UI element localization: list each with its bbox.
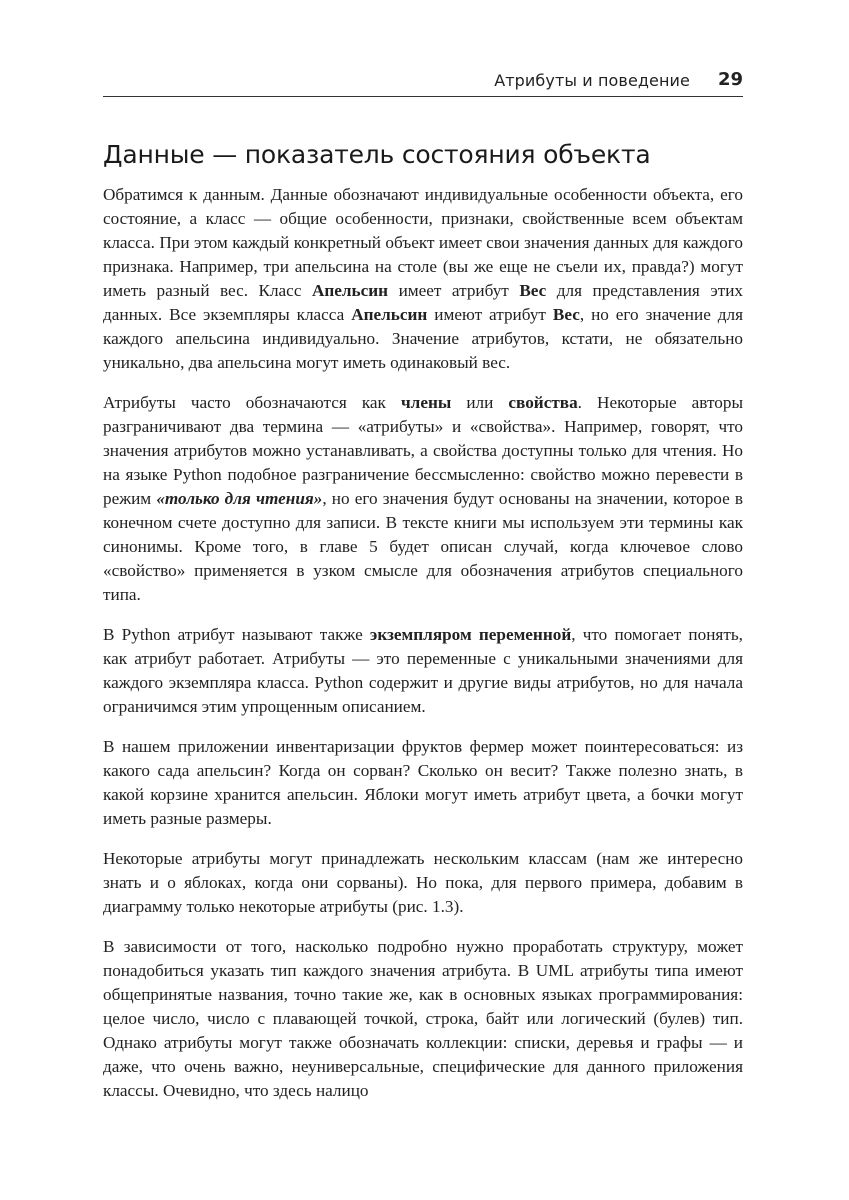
page-number: 29 [717, 69, 743, 90]
text-run: или [451, 393, 509, 412]
bold-term: свойства [508, 393, 578, 412]
paragraph-4: В нашем приложении инвентаризации фруктов фермер может поинтересоваться: из какого сада апельсин? Когда он сорван? Сколько он весит? Также полезно знать, в какой корзине хранится апельсин. Яблоки могут иметь атрибут цвета, а бочки могут иметь разные размеры. [103, 737, 743, 828]
bold-term: члены [400, 393, 452, 412]
text-run: имеет атрибут [388, 281, 520, 300]
text-run: , но его значения будут основаны на значении, которое в конечном счете доступно для записи. В тексте книги мы используем эти термины как синонимы. Кроме того, в главе 5 будет описан случай, когда ключевое слово «свойство» применяется в узком смысле для обозначения атрибутов специального типа. [103, 489, 743, 604]
paragraph-6: В зависимости от того, насколько подробно нужно проработать структуру, может понадобиться указать тип каждого значения атрибута. В UML атрибуты типа имеют общепринятые названия, точно такие же, как в основных языках программирования: целое число, число с плавающей точкой, строка, байт или логический (булев) тип. Однако атрибуты могут также обозначать коллекции: списки, деревья и графы — и даже, что очень важно, неуниверсальные, специфические для данного приложения классы. Очевидно, что здесь налицо [103, 937, 743, 1100]
italic-term: «только для чтения» [156, 489, 323, 508]
text-run: имеют атрибут [427, 305, 553, 324]
text-run: Обратимся к данным. Данные обозначают индивидуальные особенности объекта, его состояние, а класс — общие особенности, признаки, свойственные всем объектам класса. При этом каждый конкретный объект имеет свои значения данных для каждого признака. Например, три апельсина на столе (вы же еще не съели их, правда?) могут иметь разный вес. Класс [103, 185, 743, 300]
text-run: , что помогает понять, как атрибут работает. Атрибуты — это переменные с уникальными значениями для каждого экземпляра класса. Python содержит и другие виды атрибутов, но для начала ограничимся этим упрощенным описанием. [103, 625, 743, 716]
paragraph-1 [103, 183, 743, 375]
text-run: , но его значение для каждого апельсина индивидуально. Значение атрибутов, кстати, не обязательно уникально, два апельсина могут иметь одинаковый вес. [103, 305, 743, 372]
paragraph-3 [103, 623, 743, 719]
running-header [103, 70, 743, 97]
bold-term: Вес [519, 281, 547, 300]
bold-term: Вес [552, 305, 580, 324]
text-run: . Некоторые авторы разграничивают два термина — «атрибуты» и «свойства». Например, говорят, что значения атрибутов можно устанавливать, а свойства доступны только для чтения. Но на языке Python подобное разграничение бессмысленно: свойство можно перевести в режим [103, 393, 743, 508]
bold-term: экземпляром переменной [369, 625, 572, 644]
paragraph-5: Некоторые атрибуты могут принадлежать нескольким классам (нам же интересно знать и о яблоках, когда они сорваны). Но пока, для первого примера, добавим в диаграмму только некоторые атрибуты (рис. 1.3). [103, 849, 743, 916]
bold-term: Апельсин [351, 305, 428, 324]
text-run: для представления этих данных. Все экземпляры класса [103, 281, 743, 324]
running-header-title: Атрибуты и поведение [494, 71, 690, 90]
bold-term: Апельсин [311, 281, 389, 300]
body-text [103, 183, 743, 1119]
section-heading: Данные — показатель состояния объекта [103, 140, 651, 169]
text-run: Атрибуты часто обозначаются как [103, 393, 401, 412]
paragraph-2 [103, 391, 743, 607]
text-run: В Python атрибут называют также [103, 625, 370, 644]
